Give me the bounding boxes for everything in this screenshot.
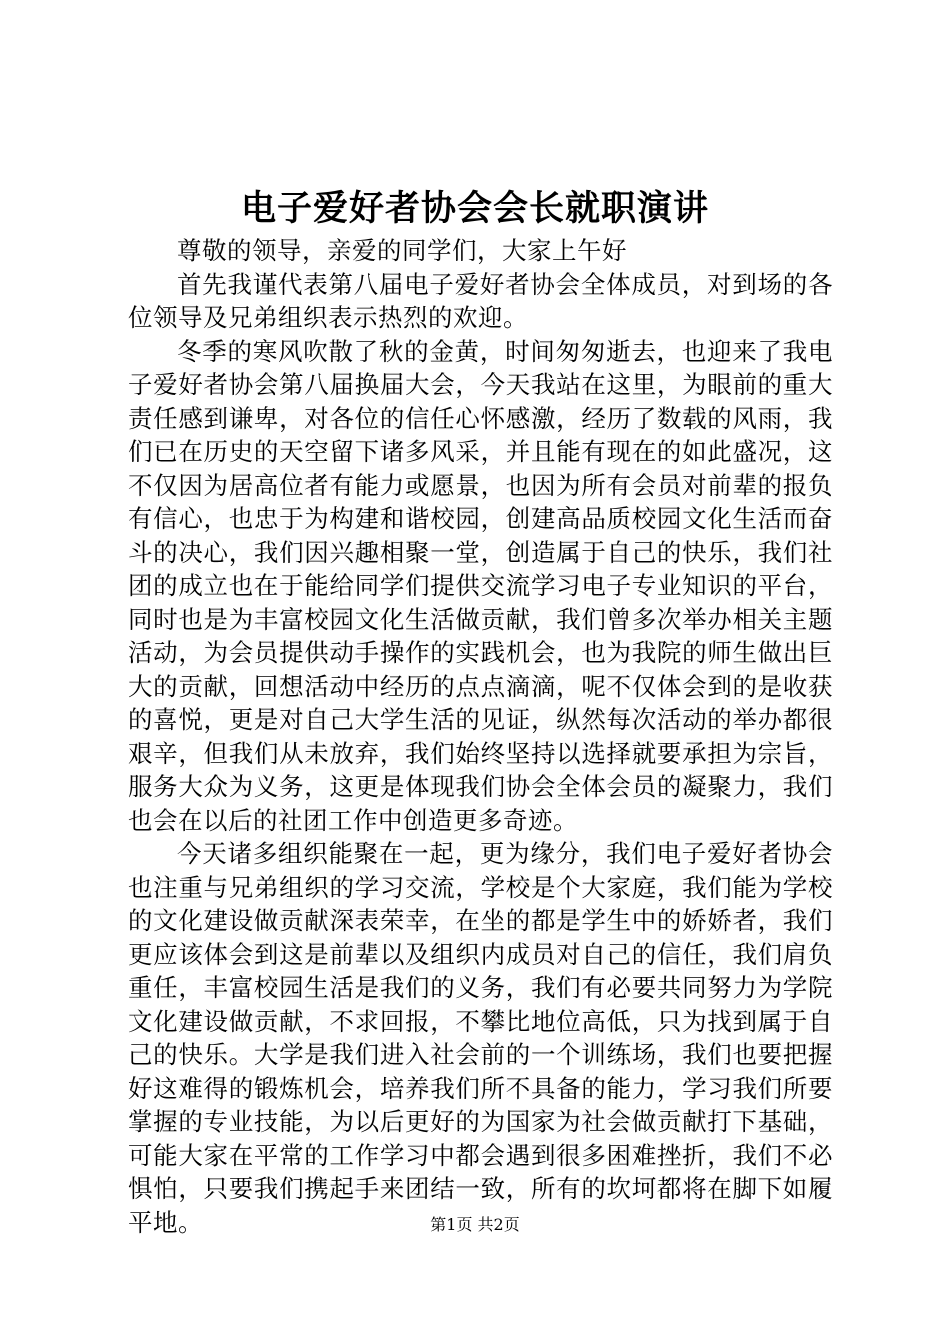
page-footer: 第1页 共2页 [430, 1215, 520, 1234]
paragraph-history: 冬季的寒风吹散了秋的金黄，时间匆匆逝去，也迎来了我电子爱好者协会第八届换届大会，今天我站在这里，为眼前的重大责任感到谦卑，对各位的信任心怀感激，经历了数载的风雨，我们已在历史的天空留下诸多风采，并且能有现在的如此盛况，这不仅因为居高位者有能力或愿景，也因为所有会员对前辈的报负有信心，也忠于为构建和谐校园，创建高品质校园文化生活而奋斗的决心，我们因兴趣相聚一堂，创造属于自己的快乐，我们社团的成立也在于能给同学们提供交流学习电子专业知识的平台，同时也是为丰富校园文化生活做贡献，我们曾多次举办相关主题活动，为会员提供动手操作的实践机会，也为我院的师生做出巨大的贡献，回想活动中经历的点点滴滴，呢不仅体会到的是收获的喜悦，更是对自己大学生活的见证，纵然每次活动的举办都很艰辛，但我们从未放弃，我们始终坚持以选择就要承担为宗旨，服务大众为义务，这更是体现我们协会全体会员的凝聚力，我们也会在以后的社团工作中创造更多奇迹。 [128, 336, 833, 835]
document-body [128, 234, 833, 1239]
paragraph-greeting: 尊敬的领导，亲爱的同学们，大家上午好 [177, 236, 627, 265]
paragraph-welcome: 首先我谨代表第八届电子爱好者协会全体成员，对到场的各位领导及兄弟组织表示热烈的欢迎。 [128, 269, 833, 332]
paragraph-cooperation: 今天诸多组织能聚在一起，更为缘分，我们电子爱好者协会也注重与兄弟组织的学习交流，学校是个大家庭，我们能为学校的文化建设做贡献深表荣幸，在坐的都是学生中的娇娇者，我们更应该体会到这是前辈以及组织内成员对自己的信任，我们肩负重任，丰富校园生活是我们的义务，我们有必要共同努力为学院文化建设做贡献，不求回报，不攀比地位高低，只为找到属于自己的快乐。大学是我们进入社会前的一个训练场，我们也要把握好这难得的锻炼机会，培养我们所不具备的能力，学习我们所要掌握的专业技能，为以后更好的为国家为社会做贡献打下基础，可能大家在平常的工作学习中都会遇到很多困难挫折，我们不必惧怕，只要我们携起手来团结一致，所有的坎坷都将在脚下如履平地。 [128, 839, 833, 1237]
document-title: 电子爱好者协会会长就职演讲 [240, 188, 709, 229]
